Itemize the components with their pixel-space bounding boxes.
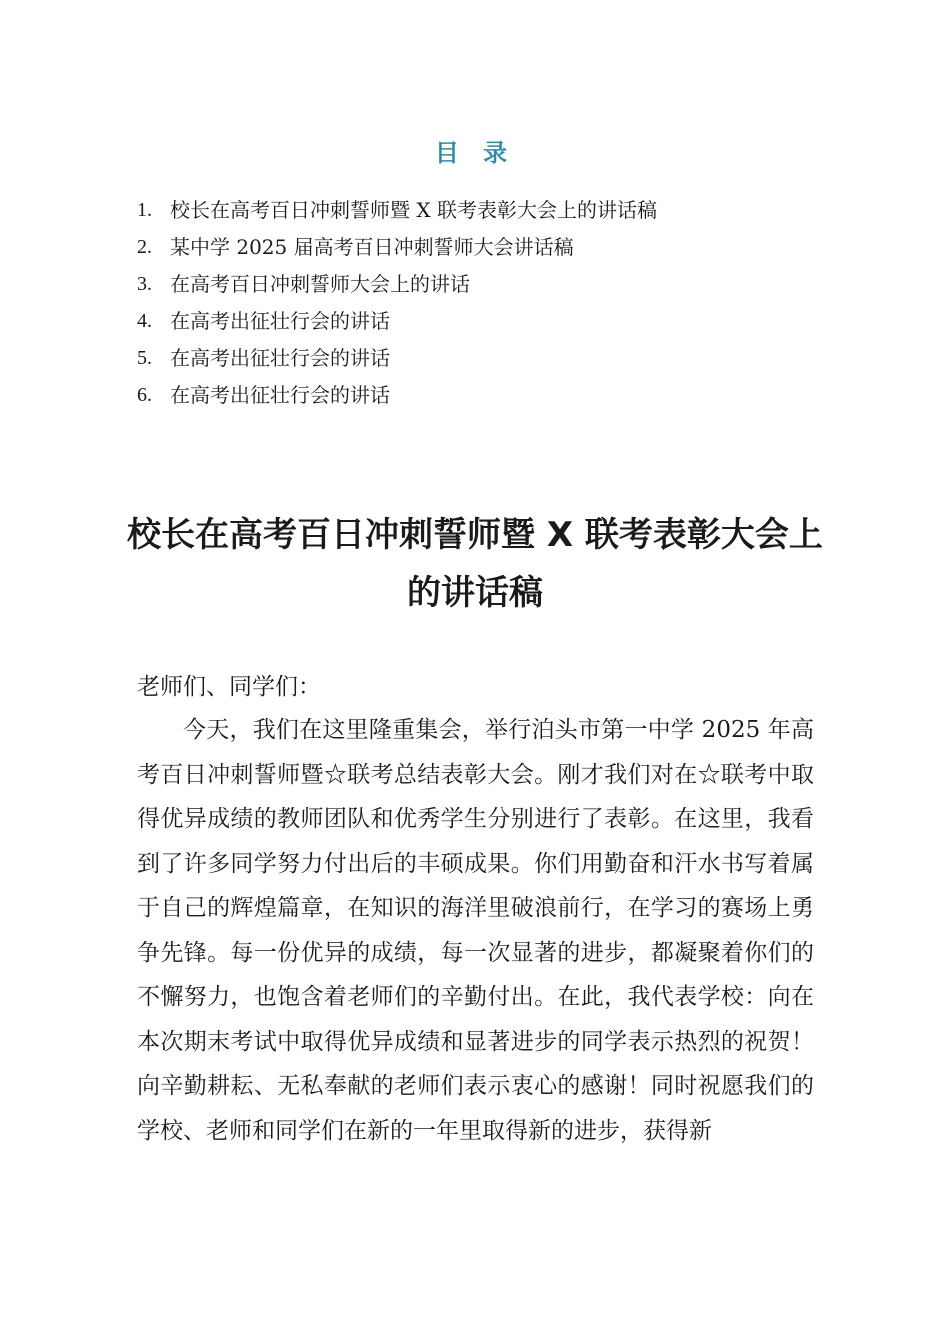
toc-item-text: 在高考出征壮行会的讲话: [170, 383, 390, 407]
salutation: 老师们、同学们：: [137, 674, 321, 700]
toc-item[interactable]: [137, 377, 837, 414]
toc-item-text: 校长在高考百日冲刺誓师暨 X 联考表彰大会上的讲话稿: [170, 198, 657, 222]
body-paragraph: 今天，我们在这里隆重集会，举行泊头市第一中学 2025 年高考百日冲刺誓师暨☆联考总结表彰大会。刚才我们对在☆联考中取得优异成绩的教师团队和优秀学生分别进行了表彰。在这里，我看到了许多同学努力付出后的丰硕成果。你们用勤奋和汗水书写着属于自己的辉煌篇章，在知识的海洋里破浪前行，在学习的赛场上勇争先锋。每一份优异的成绩，每一次显著的进步，都凝聚着你们的不懈努力，也饱含着老师们的辛勤付出。在此，我代表学校：向在本次期末考试中取得优异成绩和显著进步的同学表示热烈的祝贺！向辛勤耕耘、无私奉献的老师们表示衷心的感谢！同时祝愿我们的学校、老师和同学们在新的一年里取得新的进步，获得新: [137, 717, 814, 1144]
toc-item-text: 某中学 2025 届高考百日冲刺誓师大会讲话稿: [170, 235, 574, 259]
toc-item-number: 5.: [137, 347, 152, 369]
toc-item-number: 6.: [137, 384, 152, 406]
toc-item-number: 2.: [137, 236, 152, 258]
toc-list: [137, 192, 837, 414]
toc-item-text: 在高考出征壮行会的讲话: [170, 309, 390, 333]
article-title: 校长在高考百日冲刺誓师暨 X 联考表彰大会上的讲话稿: [127, 515, 823, 613]
toc-item-text: 在高考百日冲刺誓师大会上的讲话: [170, 272, 470, 296]
toc-title: 目 录: [434, 139, 516, 167]
toc-item[interactable]: [137, 303, 837, 340]
toc-item-number: 1.: [137, 199, 152, 221]
toc-item[interactable]: [137, 266, 837, 303]
toc-item-text: 在高考出征壮行会的讲话: [170, 346, 390, 370]
toc-item[interactable]: [137, 192, 837, 229]
toc-item[interactable]: [137, 229, 837, 266]
toc-item-number: 4.: [137, 310, 152, 332]
toc-item-number: 3.: [137, 273, 152, 295]
toc-item[interactable]: [137, 340, 837, 377]
